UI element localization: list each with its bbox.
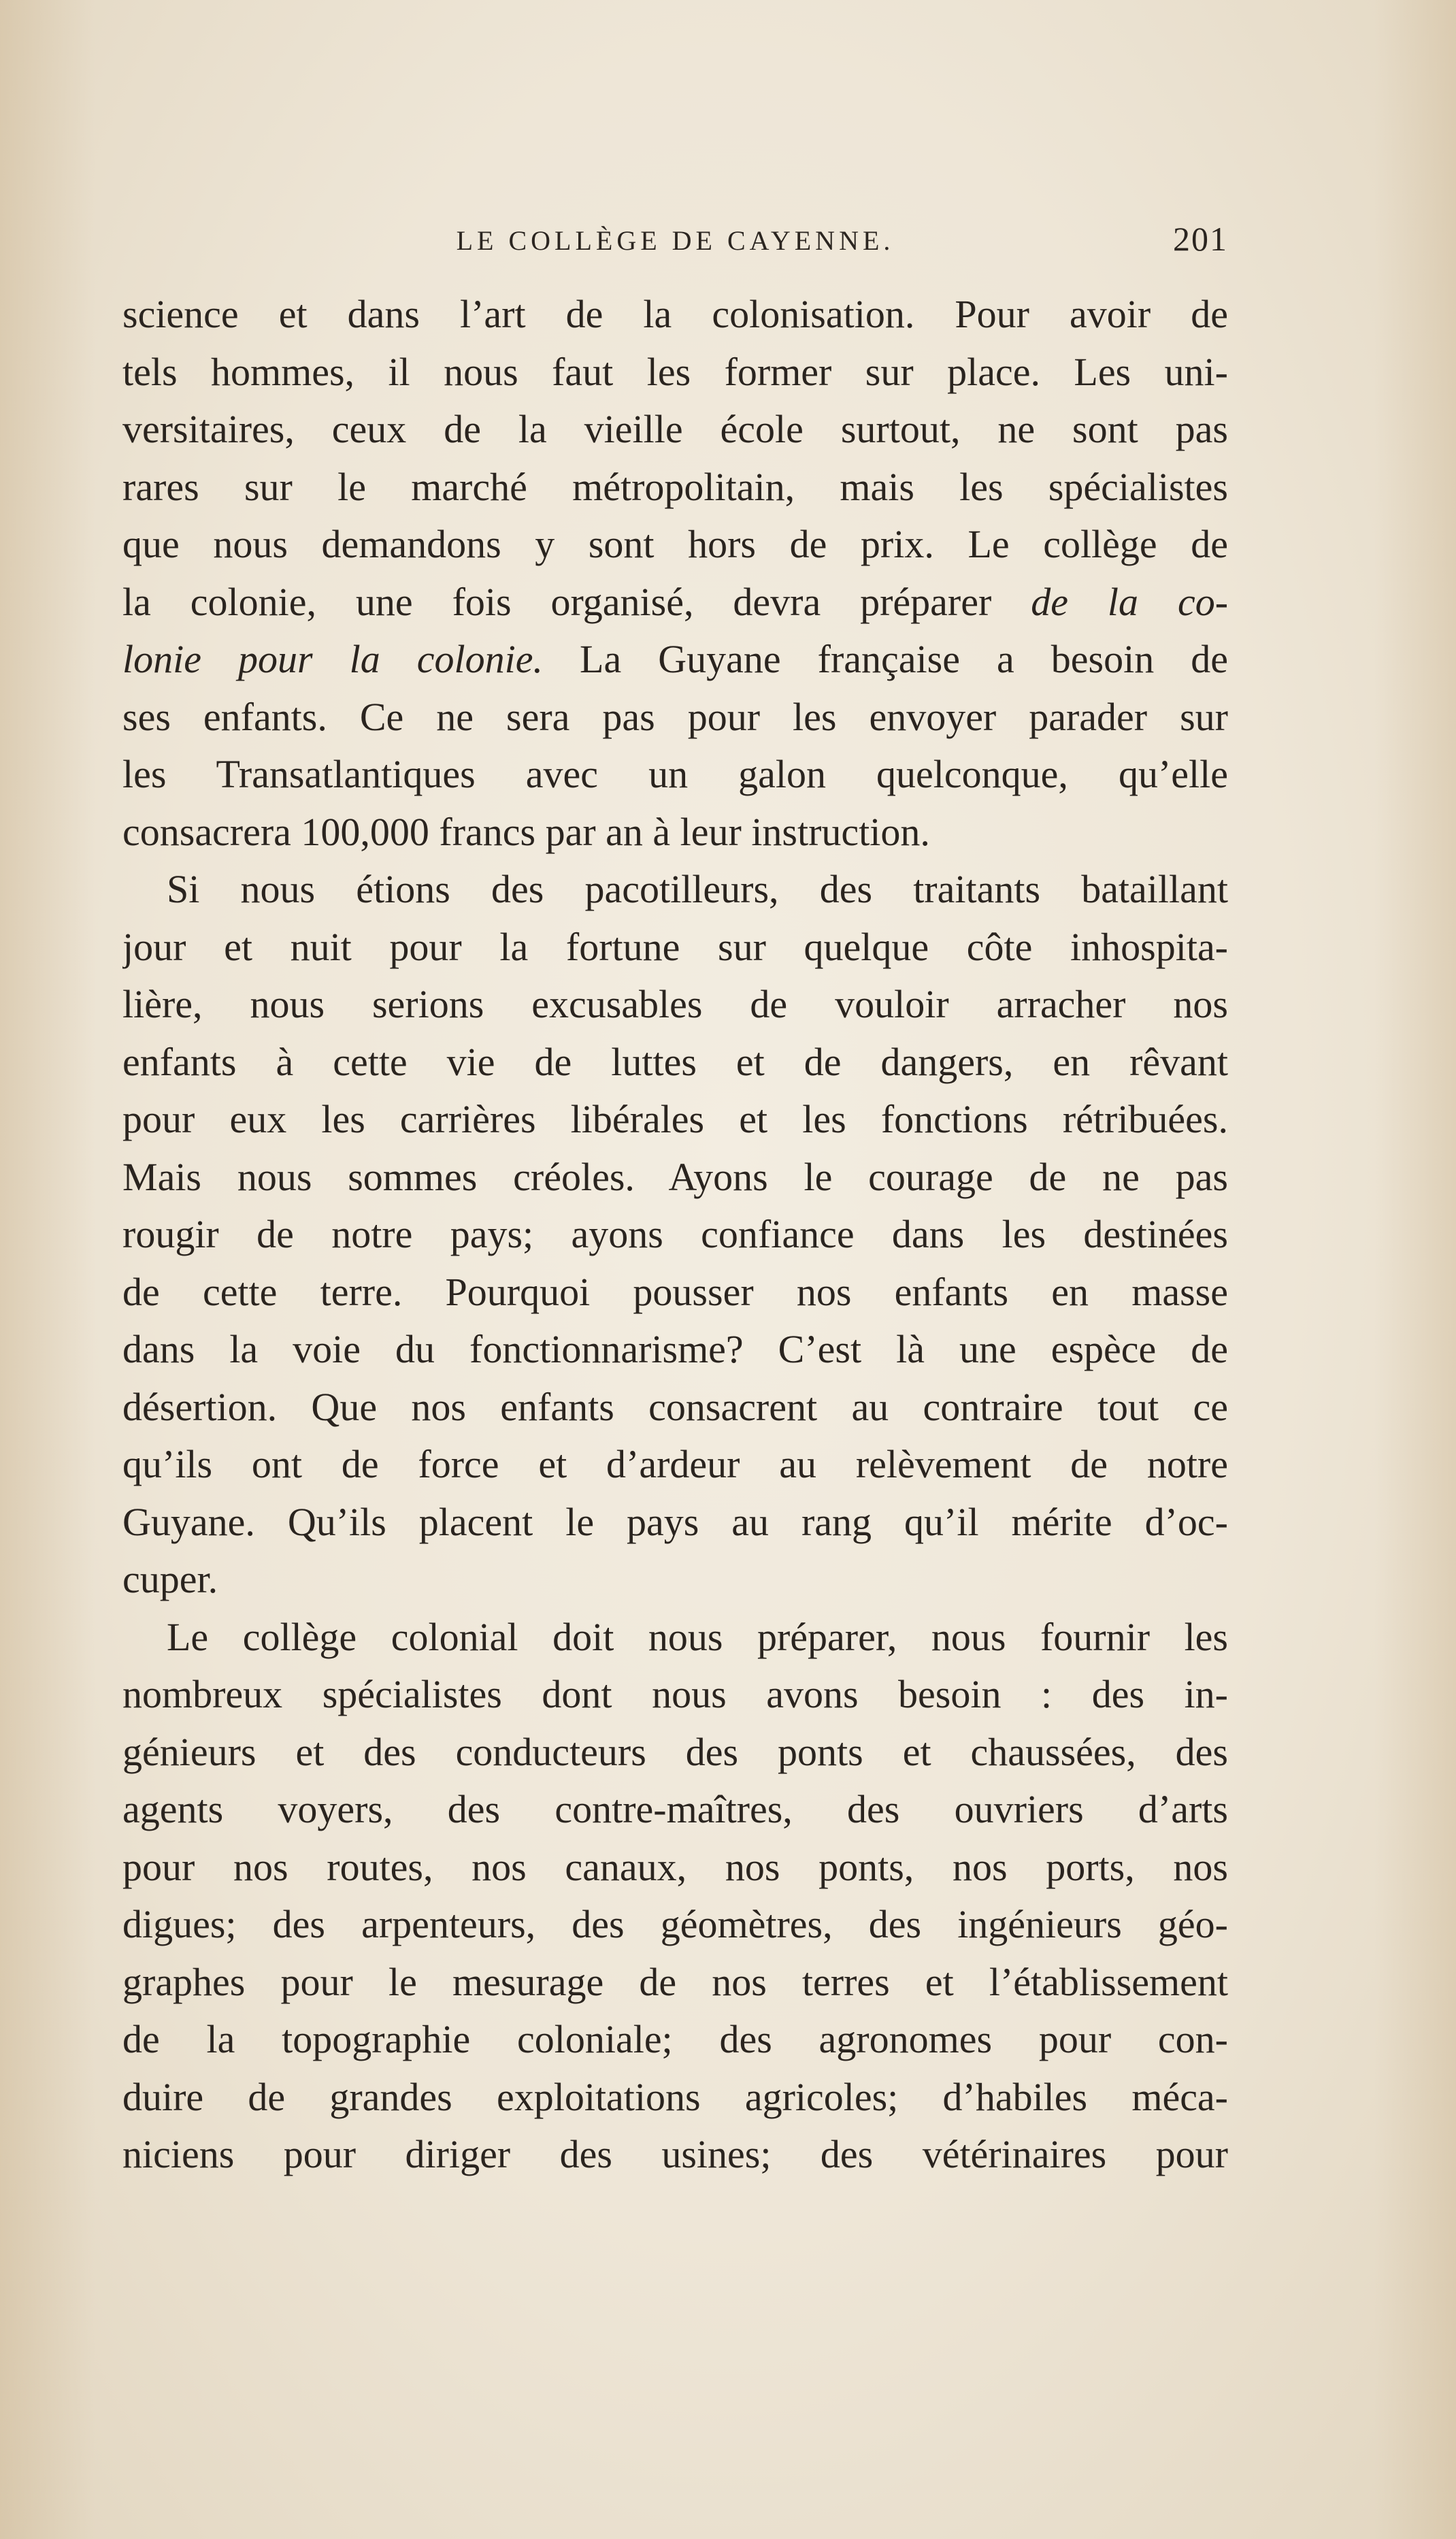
text-line: rares sur le marché métropolitain, mais les spécialistes	[122, 464, 1228, 509]
text-line: consacrera 100,000 francs par an à leur instruction.	[122, 809, 930, 854]
paragraph-start-line: Le collège colonial doit nous préparer, nous fournir les	[167, 1614, 1228, 1659]
text-line: enfants à cette vie de luttes et de dangers, en rêvant	[122, 1039, 1228, 1084]
text-line: ses enfants. Ce ne sera pas pour les envoyer parader sur	[122, 694, 1228, 739]
page-edge-stain-right	[1374, 0, 1456, 2539]
text-line: que nous demandons y sont hors de prix. Le collège de	[122, 522, 1228, 566]
italic-phrase: de la co-	[1031, 579, 1228, 624]
page-number: 201	[1173, 220, 1228, 258]
text-line: cuper.	[122, 1557, 218, 1601]
running-head	[122, 219, 1228, 260]
text-line: les Transatlantiques avec un galon quelconque, qu’elle	[122, 752, 1228, 796]
text-line-segment: la colonie, une fois organisé, devra préparer	[122, 579, 992, 624]
text-line: duire de grandes exploitations agricoles; d’habiles méca-	[122, 2074, 1228, 2119]
text-line: Mais nous sommes créoles. Ayons le courage de ne pas	[122, 1154, 1228, 1199]
text-line	[122, 574, 1228, 632]
text-line	[122, 631, 1228, 689]
text-line: génieurs et des conducteurs des ponts et chaussées, des	[122, 1729, 1228, 1774]
running-title: LE COLLÈGE DE CAYENNE.	[456, 225, 895, 256]
text-line: qu’ils ont de force et d’ardeur au relèvement de notre	[122, 1442, 1228, 1486]
text-line: niciens pour diriger des usines; des vétérinaires pour	[122, 2132, 1228, 2176]
text-line: jour et nuit pour la fortune sur quelque côte inhospita-	[122, 924, 1228, 969]
text-line: pour eux les carrières libérales et les fonctions rétribuées.	[122, 1097, 1228, 1141]
text-line: agents voyers, des contre-maîtres, des ouvriers d’arts	[122, 1787, 1228, 1831]
text-line-segment: La Guyane française a besoin de	[580, 637, 1228, 681]
text-line: pour nos routes, nos canaux, nos ponts, nos ports, nos	[122, 1844, 1228, 1889]
text-line: digues; des arpenteurs, des géomètres, des ingénieurs géo-	[122, 1902, 1228, 1946]
text-line: graphes pour le mesurage de nos terres et l’établissement	[122, 1959, 1228, 2004]
text-line: science et dans l’art de la colonisation. Pour avoir de	[122, 292, 1228, 336]
text-line: de cette terre. Pourquoi pousser nos enfants en masse	[122, 1269, 1228, 1314]
text-line: nombreux spécialistes dont nous avons besoin : des in-	[122, 1672, 1228, 1716]
body-text	[122, 286, 1228, 2184]
text-line: désertion. Que nos enfants consacrent au contraire tout ce	[122, 1384, 1228, 1429]
text-line: lière, nous serions excusables de vouloir arracher nos	[122, 982, 1228, 1026]
paragraph-start-line: Si nous étions des pacotilleurs, des traitants bataillant	[167, 867, 1228, 911]
text-line: dans la voie du fonctionnarisme? C’est là une espèce de	[122, 1327, 1228, 1371]
page-edge-stain-left	[0, 0, 95, 2539]
italic-phrase: lonie pour la colonie.	[122, 637, 543, 681]
text-line: versitaires, ceux de la vieille école surtout, ne sont pas	[122, 407, 1228, 451]
text-line: de la topographie coloniale; des agronomes pour con-	[122, 2017, 1228, 2061]
text-line: tels hommes, il nous faut les former sur place. Les uni-	[122, 349, 1228, 394]
text-line: Guyane. Qu’ils placent le pays au rang qu’il mérite d’oc-	[122, 1499, 1228, 1544]
text-line: rougir de notre pays; ayons confiance dans les destinées	[122, 1212, 1228, 1256]
